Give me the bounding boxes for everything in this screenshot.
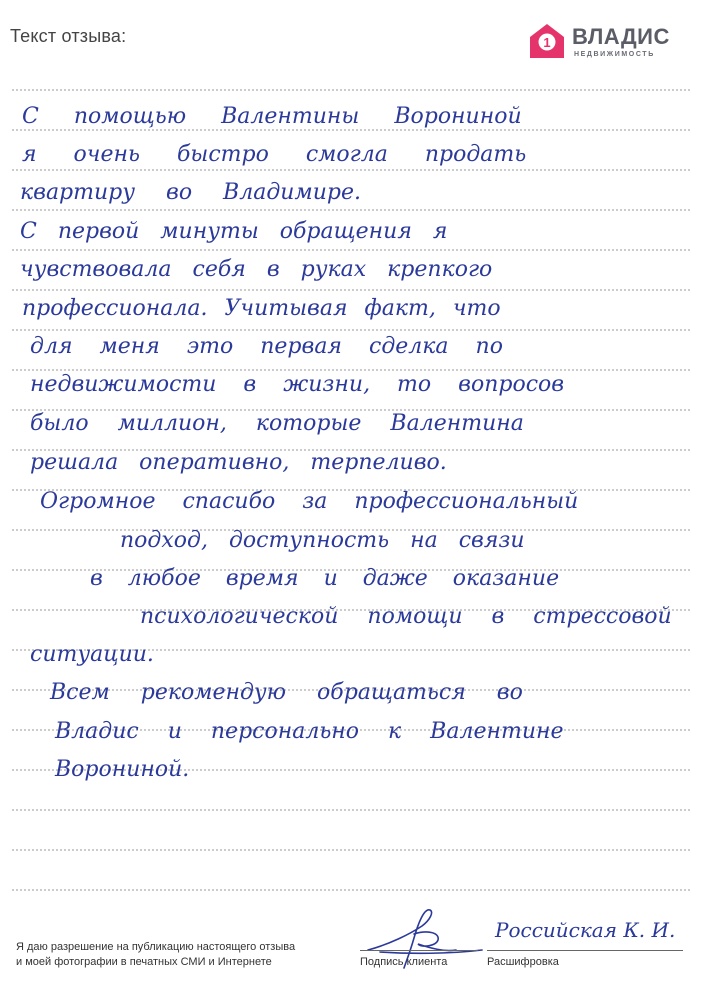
signature-label: Подпись клиента [360,956,448,968]
review-line: Ворониной. [55,757,190,782]
review-line: психологической помощи в стрессовой [140,604,672,629]
review-line: подход, доступность на связи [120,528,525,553]
consent-line: Я даю разрешение на публикацию настоящего отзыва [16,941,296,953]
publication-consent [16,940,336,970]
review-line: Владис и персонально к Валентине [55,719,564,744]
decode-line [487,950,683,951]
review-line: профессионала. Учитывая факт, что [22,296,501,321]
review-line: я очень быстро смогла продать [22,142,527,167]
review-line: квартиру во Владимире. [20,180,361,205]
review-line: недвижимости в жизни, то вопросов [30,372,565,397]
review-line: для меня это первая сделка по [30,334,503,359]
review-line: ситуации. [30,642,154,667]
decode-label: Расшифровка [487,956,559,968]
review-line: было миллион, которые Валентина [30,411,524,436]
brand-name: ВЛАДИС [572,24,670,49]
review-line: С помощью Валентины Ворониной [22,104,522,129]
consent-line: и моей фотографии в печатных СМИ и Интернете [16,956,272,968]
form-title: Текст отзыва: [10,26,127,46]
review-line: С первой минуты обращения я [20,219,448,244]
review-line: чувствовала себя в руках крепкого [20,257,493,282]
svg-text:1: 1 [543,35,551,50]
signature-decode: Российская К. И. [495,918,676,942]
review-line: Огромное спасибо за профессиональный [40,489,579,514]
review-line: Всем рекомендую обращаться во [50,680,523,705]
review-line: решала оперативно, терпеливо. [30,450,447,475]
brand-tagline: НЕДВИЖИМОСТЬ [574,51,655,58]
review-line: в любое время и даже оказание [90,566,560,591]
signature-line [360,950,478,951]
